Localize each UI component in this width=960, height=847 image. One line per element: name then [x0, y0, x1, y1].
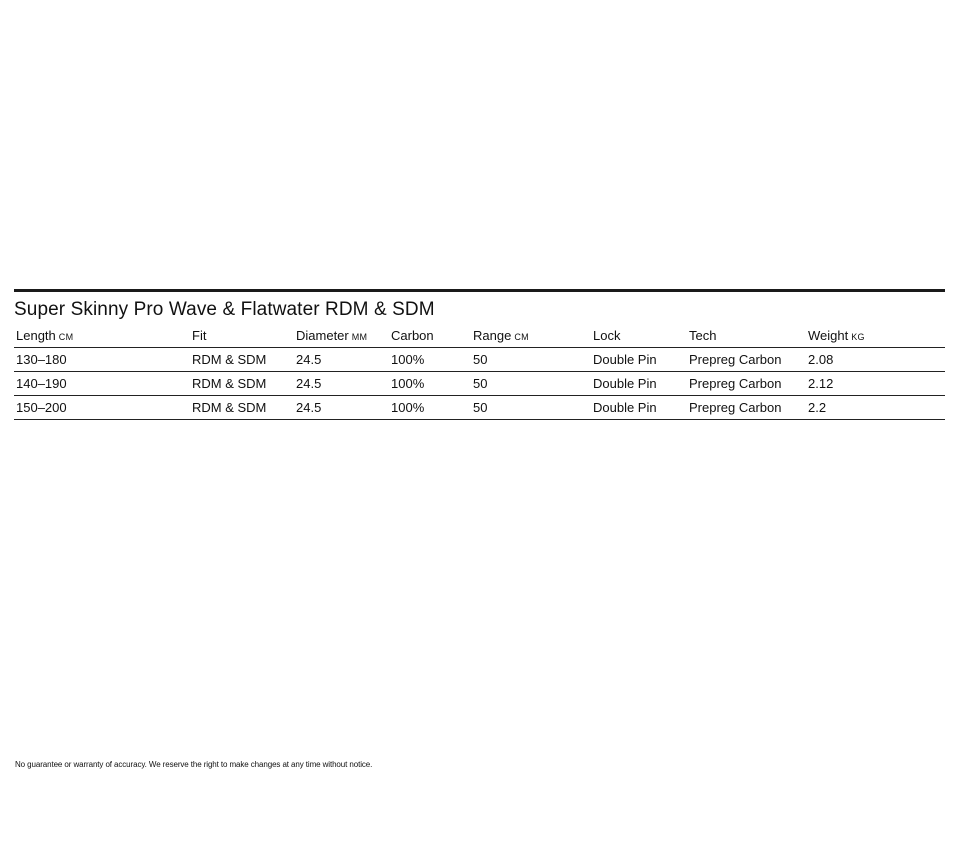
- column-header-carbon: [389, 323, 471, 348]
- cell-fit: RDM & SDM: [190, 372, 294, 396]
- cell-tech: Prepreg Carbon: [687, 396, 806, 420]
- cell-fit: RDM & SDM: [190, 396, 294, 420]
- column-header-label: Carbon: [391, 327, 434, 343]
- column-header-fit: [190, 323, 294, 348]
- cell-tech: Prepreg Carbon: [687, 348, 806, 372]
- column-header-length: [14, 323, 190, 348]
- column-header-unit: CM: [514, 331, 529, 342]
- cell-weight: 2.12: [806, 372, 945, 396]
- cell-length: 150–200: [14, 396, 190, 420]
- cell-fit: RDM & SDM: [190, 348, 294, 372]
- cell-weight: 2.08: [806, 348, 945, 372]
- cell-range: 50: [471, 372, 591, 396]
- cell-diameter: 24.5: [294, 372, 389, 396]
- column-header-label: Fit: [192, 327, 207, 343]
- column-header-unit: CM: [58, 331, 74, 342]
- cell-range: 50: [471, 396, 591, 420]
- table-header-row: [14, 323, 945, 348]
- cell-weight: 2.2: [806, 396, 945, 420]
- top-divider: [14, 289, 945, 292]
- cell-carbon: 100%: [389, 396, 471, 420]
- cell-range: 50: [471, 348, 591, 372]
- column-header-lock: [591, 323, 687, 348]
- column-header-unit: KG: [851, 331, 865, 342]
- spec-block: [14, 289, 945, 420]
- cell-diameter: 24.5: [294, 396, 389, 420]
- column-header-weight: [806, 323, 945, 348]
- column-header-label: Diameter: [296, 327, 349, 343]
- column-header-label: Length: [16, 327, 56, 343]
- column-header-range: [471, 323, 591, 348]
- column-header-diameter: [294, 323, 389, 348]
- table-row: [14, 348, 945, 372]
- cell-tech: Prepreg Carbon: [687, 372, 806, 396]
- column-header-unit: MM: [351, 331, 368, 342]
- table-row: [14, 372, 945, 396]
- cell-length: 130–180: [14, 348, 190, 372]
- disclaimer-text: No guarantee or warranty of accuracy. We reserve the right to make changes at any time without notice.: [15, 760, 373, 769]
- cell-lock: Double Pin: [591, 348, 687, 372]
- spec-title: Super Skinny Pro Wave & Flatwater RDM & SDM: [14, 299, 435, 320]
- spec-table: [14, 323, 945, 420]
- column-header-label: Range: [473, 327, 512, 343]
- cell-lock: Double Pin: [591, 372, 687, 396]
- column-header-label: Lock: [593, 327, 621, 343]
- cell-length: 140–190: [14, 372, 190, 396]
- column-header-label: Weight: [808, 327, 849, 343]
- cell-lock: Double Pin: [591, 396, 687, 420]
- table-row: [14, 396, 945, 420]
- cell-diameter: 24.5: [294, 348, 389, 372]
- cell-carbon: 100%: [389, 372, 471, 396]
- column-header-tech: [687, 323, 806, 348]
- column-header-label: Tech: [689, 327, 717, 343]
- cell-carbon: 100%: [389, 348, 471, 372]
